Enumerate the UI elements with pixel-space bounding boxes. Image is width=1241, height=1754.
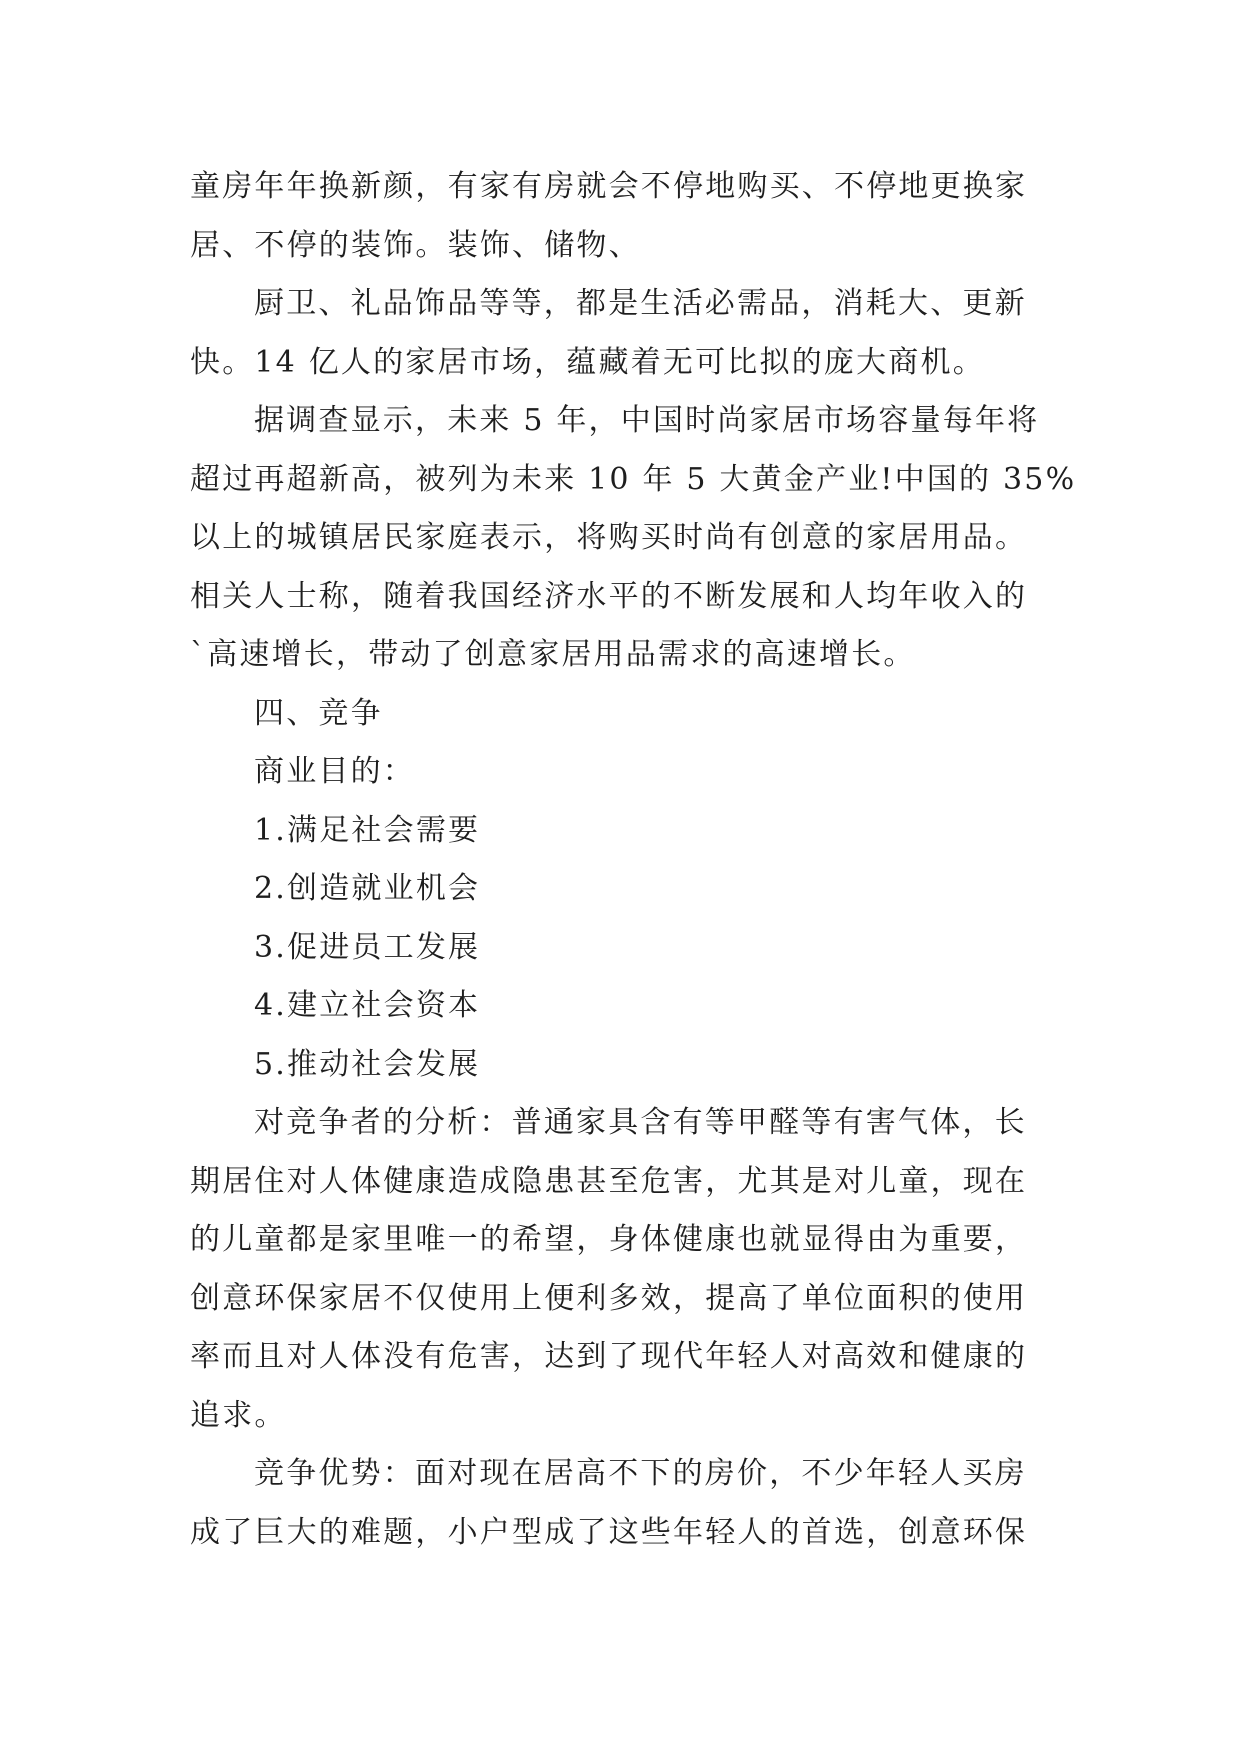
text-line-22: 追求。: [190, 1397, 287, 1433]
text-line-8: 相关人士称，随着我国经济水平的不断发展和人均年收入的: [190, 578, 1028, 614]
text-line-9: `高速增长，带动了创意家居用品需求的高速增长。: [190, 637, 916, 672]
text-line-24: 成了巨大的难题，小户型成了这些年轻人的首选，创意环保: [190, 1514, 1028, 1550]
text-line-21: 率而且对人体没有危害，达到了现代年轻人对高效和健康的: [190, 1339, 1028, 1374]
subheading-business-purpose: 商业目的：: [254, 754, 415, 789]
text-line-6: 超过再超新高，被列为未来 10 年 5 大黄金产业!中国的 35%: [190, 461, 1077, 497]
text-line-17: 对竞争者的分析：普通家具含有等甲醛等有害气体，长: [254, 1105, 1027, 1140]
text-line-2: 居、不停的装饰。装饰、储物、: [190, 227, 641, 263]
text-line-19: 的儿童都是家里唯一的希望，身体健康也就显得由为重要，: [190, 1222, 1028, 1257]
list-item-5: 5.推动社会发展: [254, 1046, 481, 1082]
section-heading-competition: 四、竞争: [254, 695, 383, 731]
list-item-3: 3.促进员工发展: [254, 929, 481, 965]
text-line-23: 竞争优势：面对现在居高不下的房价，不少年轻人买房: [254, 1456, 1027, 1491]
text-line-7: 以上的城镇居民家庭表示，将购买时尚有创意的家居用品。: [190, 520, 1028, 555]
list-item-4: 4.建立社会资本: [254, 988, 481, 1023]
text-line-20: 创意环保家居不仅使用上便利多效，提高了单位面积的使用: [190, 1280, 1028, 1316]
text-line-5: 据调查显示，未来 5 年，中国时尚家居市场容量每年将: [254, 403, 1040, 438]
text-line-1: 童房年年换新颜，有家有房就会不停地购买、不停地更换家: [190, 169, 1028, 204]
document-body: [190, 158, 1077, 1562]
text-line-18: 期居住对人体健康造成隐患甚至危害，尤其是对儿童，现在: [190, 1163, 1028, 1199]
text-line-4: 快。14 亿人的家居市场，蕴藏着无可比拟的庞大商机。: [190, 344, 985, 380]
list-item-1: 1.满足社会需要: [254, 812, 481, 848]
list-item-2: 2.创造就业机会: [254, 871, 481, 906]
text-line-3: 厨卫、礼品饰品等等，都是生活必需品，消耗大、更新: [254, 286, 1027, 321]
